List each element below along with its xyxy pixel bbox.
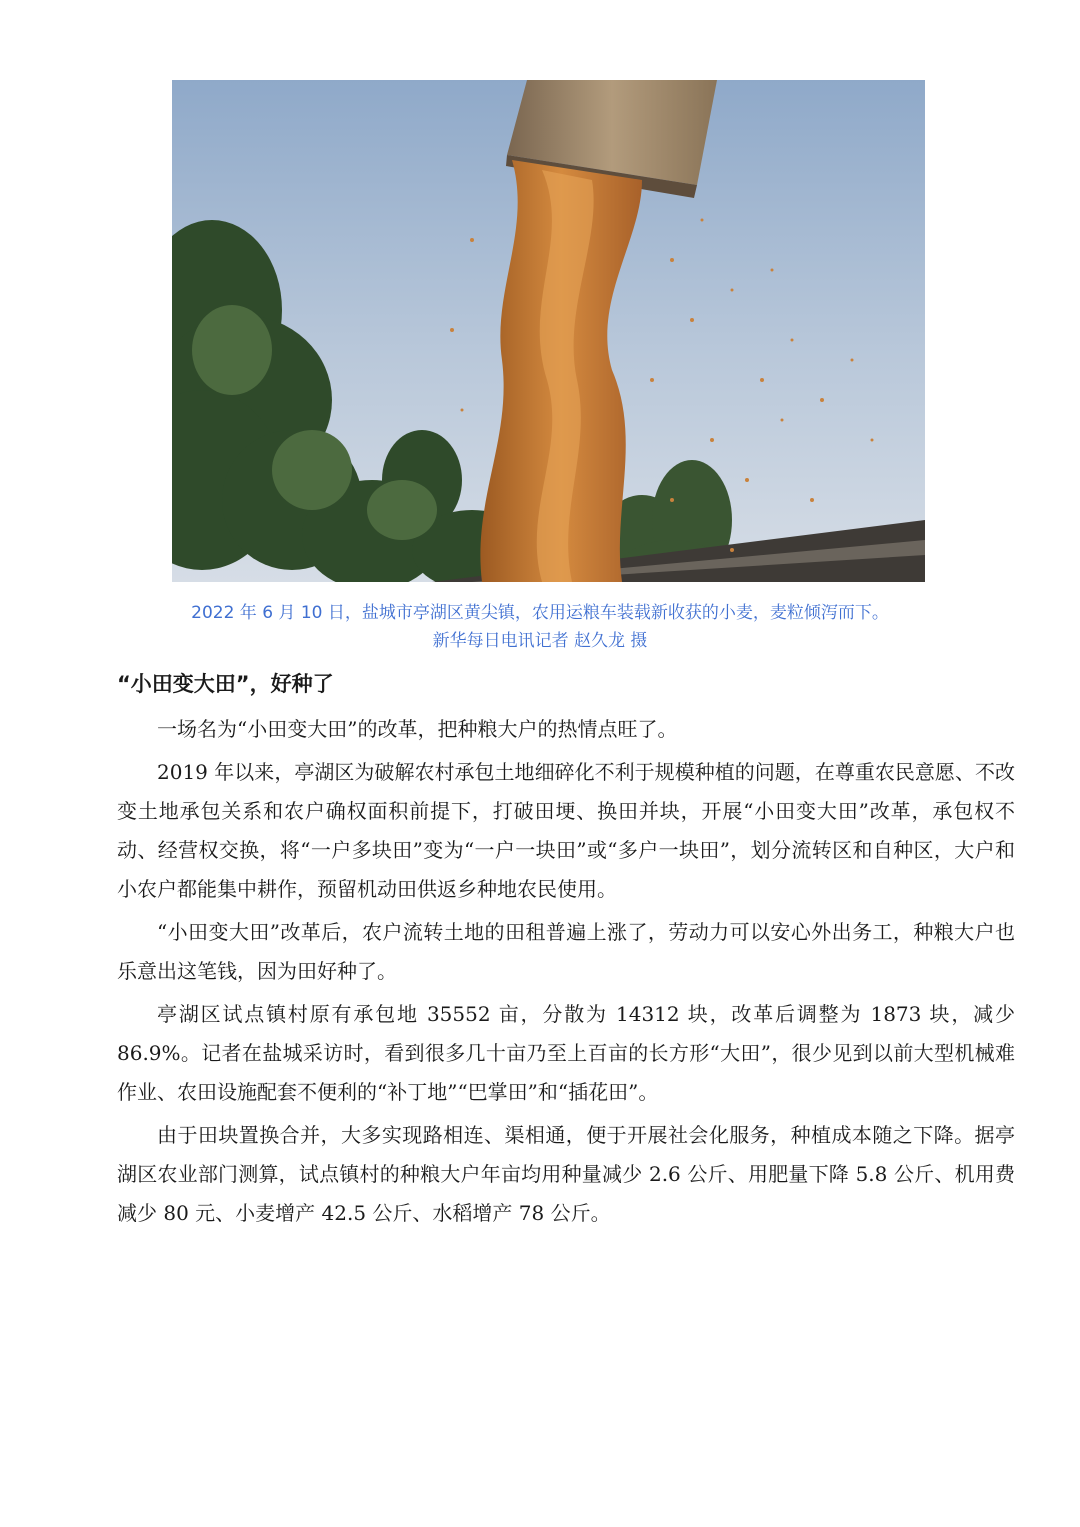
photo-caption: 2022 年 6 月 10 日，盐城市亭湖区黄尖镇，农用运粮车装载新收获的小麦，麦粒倾泻而下。: [191, 603, 889, 623]
paragraph: “小田变大田”改革后，农户流转土地的田租普遍上涨了，劳动力可以安心外出务工，种粮大户也乐意出这笔钱，因为田好种了。: [117, 920, 1015, 983]
photo-credit: 新华每日电讯记者 赵久龙 摄: [432, 631, 648, 651]
paragraph: 一场名为“小田变大田”的改革，把种粮大户的热情点旺了。: [157, 717, 678, 741]
paragraph: 由于田块置换合并，大多实现路相连、渠相通，便于开展社会化服务，种植成本随之下降。据亭湖区农业部门测算，试点镇村的种粮大户年亩均用种量减少 2.6 公斤、用肥量下降 5.8 公斤、机用费减少 80 元、小麦增产 42.5 公斤、水稻增产 78 公斤。: [117, 1123, 1015, 1225]
article-body: [117, 666, 1015, 1237]
paragraph: 亭湖区试点镇村原有承包地 35552 亩，分散为 14312 块，改革后调整为 1873 块，减少 86.9%。记者在盐城采访时，看到很多几十亩乃至上百亩的长方形“大田”，很少见到以前大型机械难作业、农田设施配套不便利的“补丁地”“巴掌田”和“插花田”。: [117, 1002, 1015, 1104]
wheat-grain-photo: [172, 80, 925, 582]
section-heading: “小田变大田”，好种了: [117, 672, 334, 696]
paragraph: 2019 年以来，亭湖区为破解农村承包土地细碎化不利于规模种植的问题，在尊重农民意愿、不改变土地承包关系和农户确权面积前提下，打破田埂、换田并块，开展“小田变大田”改革，承包权不动、经营权交换，将“一户多块田”变为“一户一块田”或“多户一块田”，划分流转区和自种区，大户和小农户都能集中耕作，预留机动田供返乡种地农民使用。: [117, 760, 1015, 901]
